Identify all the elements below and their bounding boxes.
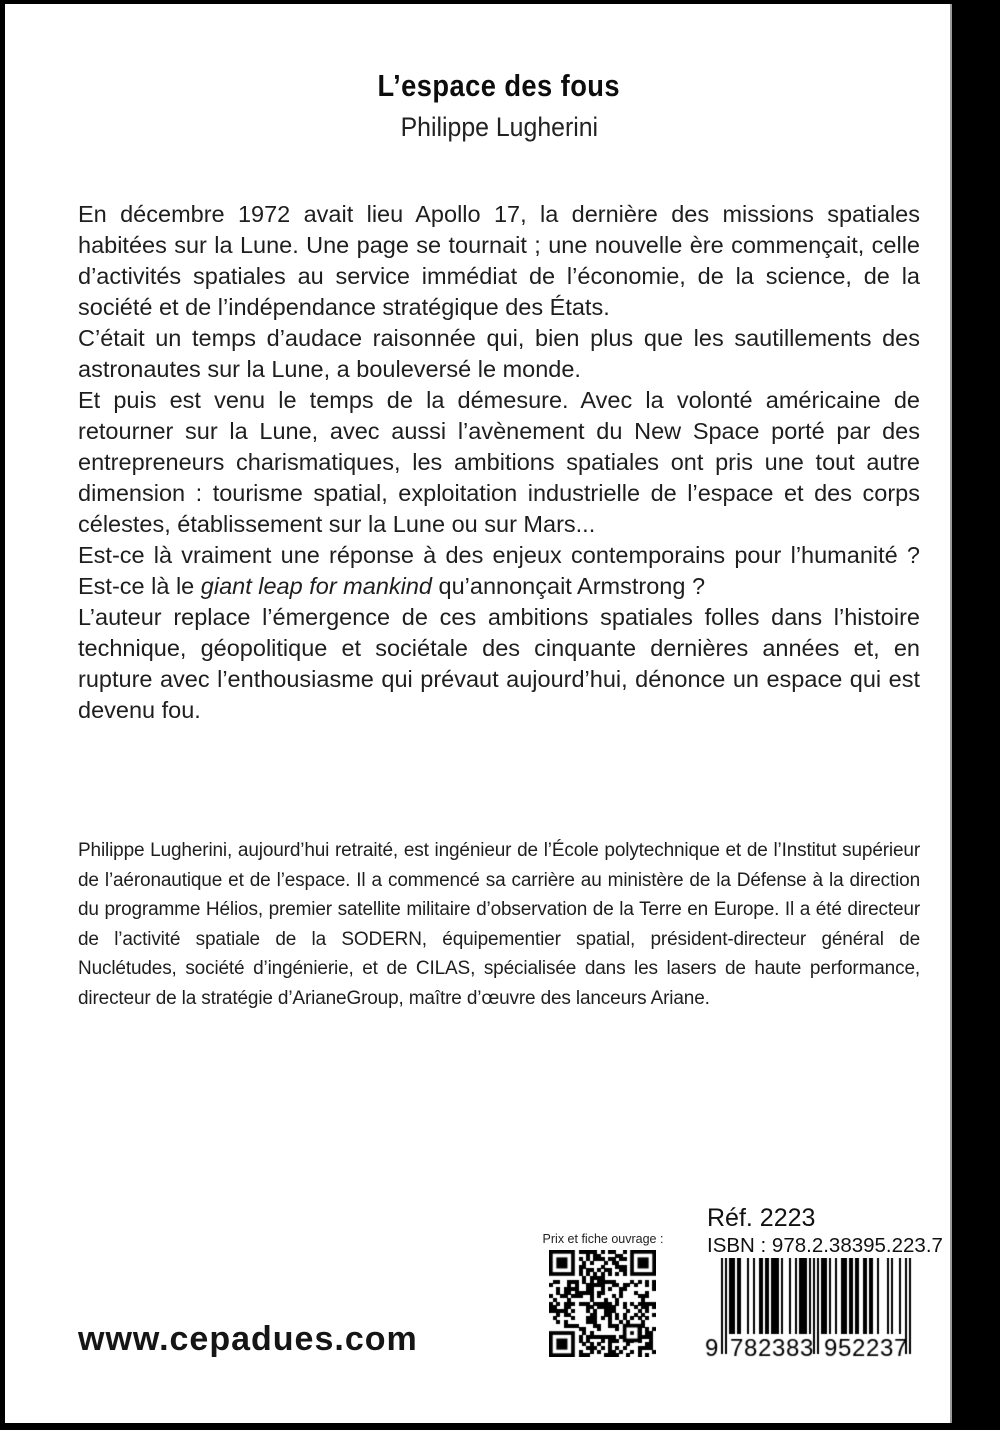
synopsis — [78, 199, 920, 726]
ref-number: Réf. 2223 — [707, 1204, 816, 1232]
isbn-number: ISBN : 978.2.38395.223.7 — [707, 1234, 943, 1257]
synopsis-paragraph: C’était un temps d’audace raisonnée qui, bien plus que les sautillements des astronautes sur la Lune, a bouleversé le monde. — [78, 325, 920, 382]
back-cover-page — [5, 4, 952, 1423]
book-title — [78, 68, 920, 104]
publisher-website: www.cepadues.com — [78, 1320, 418, 1358]
ean-barcode — [705, 1258, 917, 1364]
synopsis-paragraph: L’auteur replace l’émergence de ces ambitions spatiales folles dans l’histoire technique, géopolitique et sociétale des cinquante dernières années et, en rupture avec l’enthousiasme qui prévaut aujourd’hui, dénonce un espace qui est devenu fou. — [78, 604, 920, 723]
synopsis-paragraph: Et puis est venu le temps de la démesure. Avec la volonté américaine de retourner sur la Lune, avec aussi l’avènement du New Space porté par des entrepreneurs charismatiques, les ambitions spatiales ont pris une tout autre dimension : tourisme spatial, exploitation industrielle de l’espace et des corps célestes, établissement sur la Lune ou sur Mars... — [78, 387, 920, 537]
qr-label: Prix et fiche ouvrage : — [542, 1232, 664, 1246]
author-bio: Philippe Lugherini, aujourd’hui retraité, est ingénieur de l’École polytechnique et de l’Institut supérieur de l’aéronautique et de l’espace. Il a commencé sa carrière au ministère de la Défense à la direction du programme Hélios, premier satellite militaire d’observation de la Terre en Europe. Il a été directeur de l’activité spatiale de la SODERN, équipementier spatial, président-directeur général de Nuclétudes, société d’ingénierie, et de CILAS, spécialisée dans les lasers de haute performance, directeur de la stratégie d’ArianeGroup, maître d’œuvre des lanceurs Ariane. — [78, 840, 920, 1009]
book-title-text: L’espace des fous — [377, 68, 621, 103]
synopsis-paragraph: En décembre 1972 avait lieu Apollo 17, la dernière des missions spatiales habitées sur la Lune. Une page se tournait ; une nouvelle ère commençait, celle d’activités spatiales au service immédiat de l’économie, de la science, de la société et de l’indépendance stratégique des États. — [78, 201, 920, 320]
italic-phrase: giant leap for mankind — [200, 573, 433, 599]
book-author — [78, 112, 920, 143]
qr-code — [549, 1250, 656, 1357]
book-author-text: Philippe Lugherini — [400, 112, 598, 142]
synopsis-paragraph: Est-ce là vraiment une réponse à des enjeux contemporains pour l’humanité ? Est-ce là le giant leap for mankind qu’annonçait Armstrong ? — [78, 542, 920, 599]
